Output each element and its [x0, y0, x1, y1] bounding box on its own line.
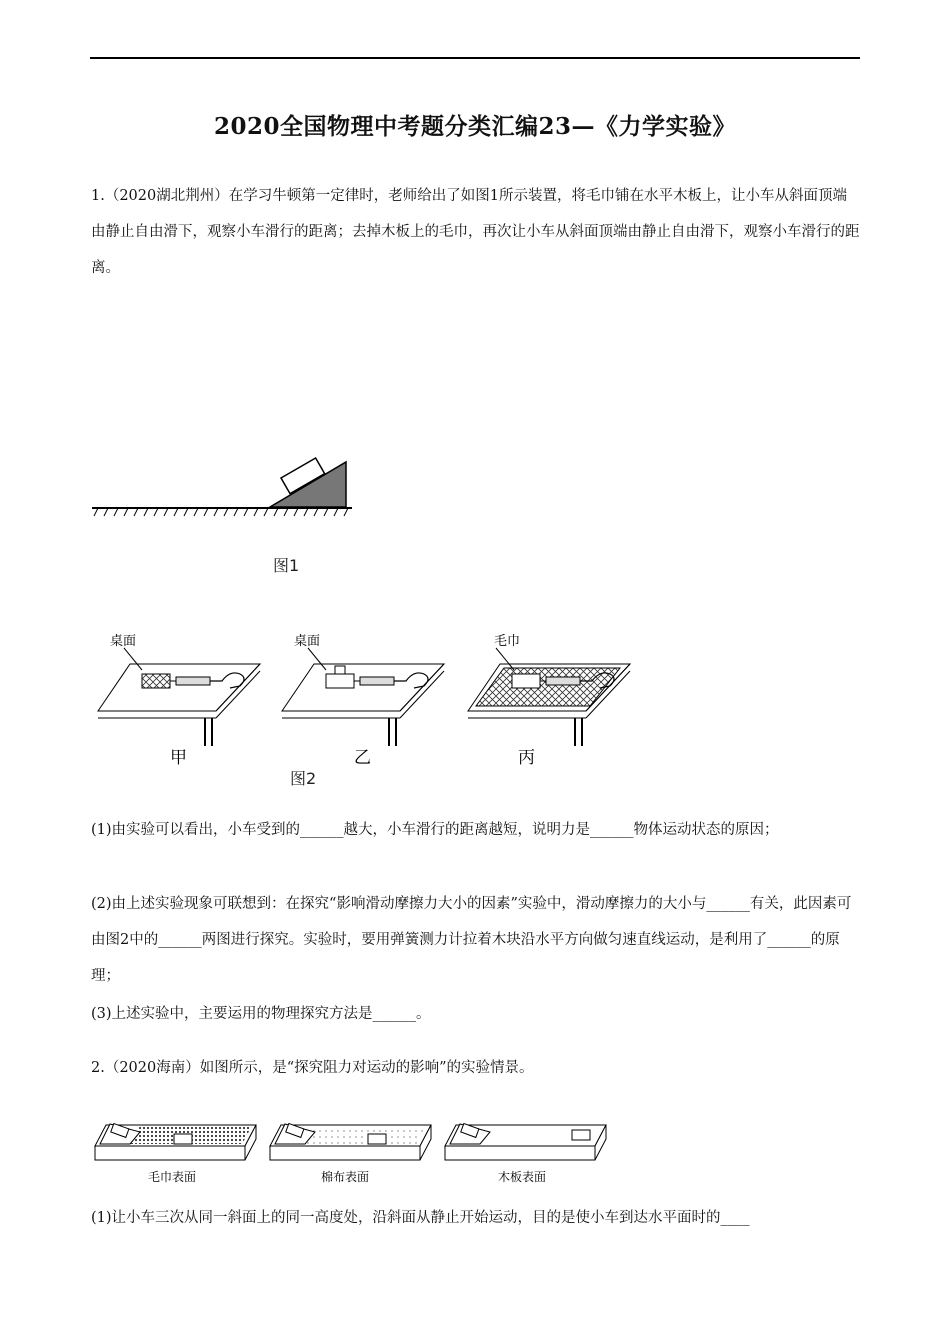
q2-sub1: (1)让小车三次从同一斜面上的同一高度处，沿斜面从静止开始运动，目的是使小车到达水平面时的____ [91, 1210, 750, 1226]
surface-cotton [270, 1124, 431, 1184]
caption-yi: 乙 [354, 748, 371, 768]
caption-bing: 丙 [518, 748, 535, 768]
figure-2 [90, 626, 650, 791]
caption-cotton: 棉布表面 [321, 1170, 370, 1184]
q1-sub1: (1)由实验可以看出，小车受到的______越大，小车滑行的距离越短，说明力是______物体运动状态的原因； [91, 822, 779, 838]
surface-towel [95, 1124, 256, 1184]
q1-sub2: (2)由上述实验现象可联想到：在探究“影响滑动摩擦力大小的因素”实验中，滑动摩擦力的大小与______有关，此因素可由图2中的______两图进行探究。实验时，要用弹簧测力计拉着木块沿水平方向做匀速直线运动，是利用了______的原理； [91, 896, 852, 984]
figure-2-label: 图2 [290, 769, 317, 788]
header-rule [90, 57, 860, 59]
setup-jia [98, 633, 260, 768]
q1-sub3: (3)上述实验中，主要运用的物理探究方法是______。 [91, 1006, 431, 1022]
figure-q2 [90, 1110, 620, 1190]
page-title: 2020全国物理中考题分类汇编23—《力学实验》 [213, 113, 737, 140]
surface-wood [445, 1124, 606, 1184]
q1-intro: 1.（2020湖北荆州）在学习牛顿第一定律时，老师给出了如图1所示装置，将毛巾铺在水平木板上，让小车从斜面顶端由静止自由滑下，观察小车滑行的距离；去掉木板上的毛巾，再次让小车从斜面顶端由静止自由滑下，观察小车滑行的距离。 [91, 188, 860, 276]
caption-jia: 甲 [170, 748, 187, 768]
caption-wood: 木板表面 [498, 1170, 547, 1184]
setup-bing [468, 633, 630, 768]
panel-label-bing: 毛巾 [494, 634, 521, 649]
figure-1-label: 图1 [273, 556, 300, 575]
setup-yi [282, 633, 444, 788]
panel-label-jia: 桌面 [110, 634, 137, 649]
panel-label-yi: 桌面 [294, 634, 321, 649]
figure-1 [90, 450, 370, 580]
q2-intro: 2.（2020海南）如图所示，是“探究阻力对运动的影响”的实验情景。 [91, 1060, 534, 1076]
caption-towel: 毛巾表面 [148, 1170, 197, 1184]
